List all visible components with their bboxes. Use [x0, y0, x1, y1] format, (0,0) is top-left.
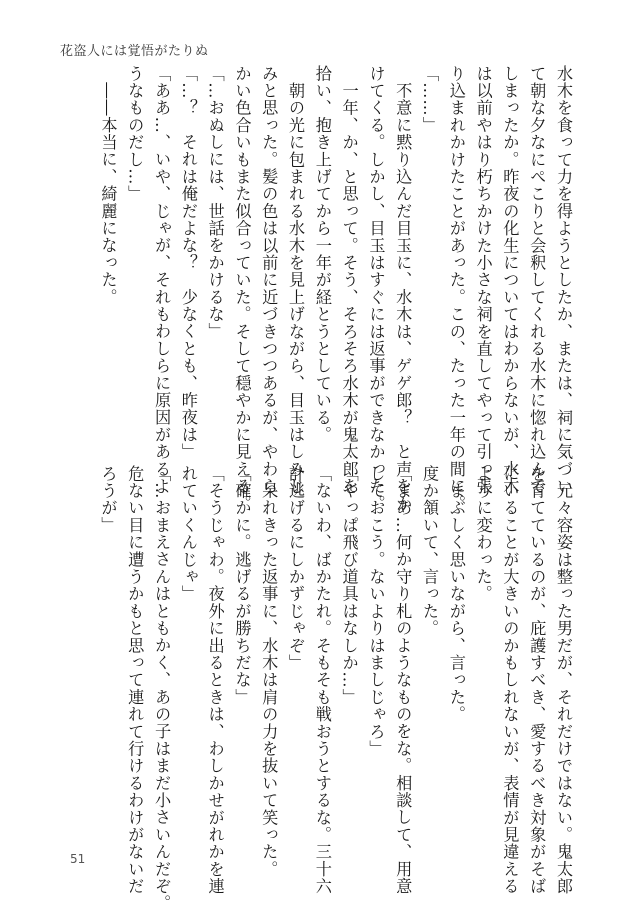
text-line: 一年、か、と思って。そう、そろそろ水木が鬼太郎を [339, 65, 359, 495]
text-line: 「…？ それは俺だよな？ 少なくとも、昨夜は」 [178, 65, 198, 461]
text-line: 不意に黙り込んだ目玉に、水木は、ゲゲ郎？ と声をか [393, 65, 413, 513]
text-line: 「……」 [420, 65, 440, 134]
text-line: ろうが」 [98, 465, 118, 534]
text-line: 「そうじゃわ。夜外に出るときは、わしかせがれかを連 [205, 465, 225, 895]
text-line: しまったか。昨夜の化生についてはわからないが、水木 [500, 65, 520, 495]
text-line: ように変わった。 [473, 465, 493, 603]
text-line: て朝な夕なにぺこりと会釈してくれる水木に惚れ込んで [527, 65, 547, 495]
text-line: 「…おまえさんはともかく、あの子はまだ小さいんだぞ。 [152, 465, 172, 912]
text-line: しておこう。ないよりはましじゃろ」 [366, 465, 386, 758]
text-line: り込まれかけたことがあった。この、たった一年の間に。 [446, 65, 466, 513]
text-line: 「…おぬしには、世話をかけるな」 [205, 65, 225, 341]
text-line: 「確かに。逃げるが勝ちだな」 [232, 465, 252, 706]
text-line: にいることが大きいのかもしれないが、表情が見違える [500, 465, 520, 895]
text-line: うなものだし…」 [125, 65, 145, 203]
text-line: は以前やはり朽ちかけた小さな祠を直してやって引っ張 [473, 65, 493, 495]
text-line: かい色合いもまた似合っていた。そして穏やかに見える。 [232, 65, 252, 513]
text-line: みと思った。髪の色は以前に近づきつつあるが、やわら [259, 65, 279, 495]
text-line: 計逃げるにしかずじゃぞ」 [286, 465, 306, 672]
text-line: けてくる。しかし、目玉はすぐには返事ができなかった。 [366, 65, 386, 513]
text-line: 「ああ…、いや、じゃが、それもわしらに原因があるよ [152, 65, 172, 495]
text-line: 危ない目に遭うかもと思って連れて行けるわけがないだ [125, 465, 145, 895]
text-line: 「ないわ、ばかたれ。そもそも戦おうとするな。三十六 [312, 465, 332, 895]
text-line: 「まあ…何か守り札のようなものをな。相談して、用意 [393, 465, 413, 895]
lower-text-block [94, 465, 576, 912]
text-line: を育てているのが、庇護すべき、愛するべき対象がそば [527, 465, 547, 895]
text-line: 元々容姿は整った男だが、それだけではない。鬼太郎 [554, 465, 573, 895]
page-number: 51 [70, 852, 86, 866]
text-line: ――本当に、綺麗になった。 [98, 65, 118, 306]
text-line: 朝の光に包まれる水木を見上げながら、目玉はしみじ [286, 65, 306, 495]
text-line: 「やっぱ飛び道具はなしか…」 [339, 465, 359, 706]
text-line: まぶしく思いながら、言った。 [446, 465, 466, 723]
text-line: 呆れきった返事に、水木は肩の力を抜いて笑った。 [259, 465, 279, 878]
text-line: 拾い、抱き上げてから一年が経とうとしている。 [312, 65, 332, 444]
text-line: れていくんじゃ」 [178, 465, 198, 603]
text-line: 水木を食って力を得ようとしたか、または、祠に気づい [554, 65, 573, 495]
text-line: 度か頷いて、言った。 [420, 465, 440, 637]
running-header: 花盗人には覚悟がたりぬ [60, 44, 209, 59]
